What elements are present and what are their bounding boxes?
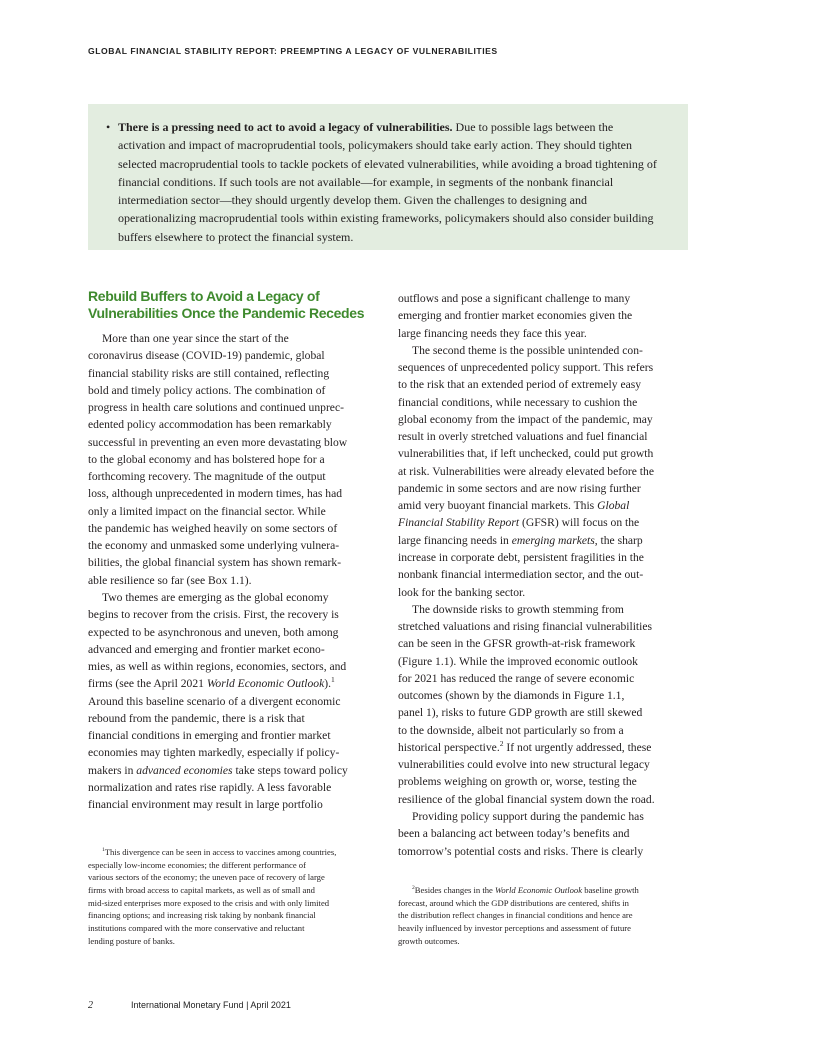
text-segment: (GFSR) will focus on the [519, 516, 640, 530]
text-line: problems weighing on growth or, worse, testing the [398, 775, 637, 789]
text-segment: If not urgently addressed, these [503, 740, 652, 754]
page-footer [88, 1000, 291, 1011]
text-line: large financing needs they face this year. [398, 326, 587, 340]
text-line: panel 1), risks to future GDP growth are still skewed [398, 706, 643, 720]
footnote-line: lending posture of banks. [88, 935, 175, 946]
footnote-1 [88, 846, 378, 948]
text-line: progress in health care solutions and continued unprec- [88, 401, 344, 415]
text-line: nonbank financial intermediation sector, and the out- [398, 568, 644, 582]
section-heading-line: Vulnerabilities Once the Pandemic Recedes [88, 304, 365, 321]
page-number: 2 [88, 1000, 93, 1011]
footnote-number: 1 [102, 847, 105, 854]
footnote-line: various sectors of the economy; the uneven pace of recovery of large [88, 872, 325, 883]
text-segment: Besides changes in the [414, 885, 495, 895]
text-line: the economy and unmasked some underlying vulnera- [88, 539, 340, 553]
text-line: pandemic in some sectors and are now rising further [398, 481, 641, 495]
text-line [88, 675, 378, 692]
section-heading [88, 288, 378, 321]
weo-title: World Economic Outlook [206, 677, 325, 691]
footnote-line [398, 884, 688, 897]
text-segment: ). [324, 677, 332, 691]
footnote-line: the distribution reflect changes in financial conditions and hence are [398, 910, 633, 921]
text-segment: baseline growth [582, 885, 639, 895]
text-line: The second theme is the possible unintended con- [412, 343, 643, 357]
callout-body: Due to possible lags between the activation and impact of macroprudential tools, policymakers should take early action. They should tighten selected macroprudential tools to tackle pockets of elevated vulnerabilities, while avoiding a broad tightening of financial conditions. If such tools are not available—for example, in segments of the nonbank financial intermediation sector—they should urgently develop them. Given the challenges to designing and operationalizing macroprudential tools within existing frameworks, policymakers should also consider building buffers elsewhere to protect the financial system. [118, 120, 657, 244]
text-line: been a balancing act between today’s benefits and [398, 827, 630, 841]
footnote-line: forecast, around which the GDP distributions are centered, shifts in [398, 897, 629, 908]
text-line: rebound from the pandemic, there is a risk that [88, 711, 305, 725]
footnote-line [88, 846, 378, 859]
running-head: GLOBAL FINANCIAL STABILITY REPORT: PREEMPTING A LEGACY OF VULNERABILITIES [88, 46, 498, 56]
text-line: emerging and frontier market economies given the [398, 309, 633, 323]
text-line: increase in corporate debt, persistent fragilities in the [398, 550, 644, 564]
publisher-line: International Monetary Fund | April 2021 [131, 1000, 291, 1010]
text-line: Providing policy support during the pandemic has [412, 809, 644, 823]
callout-box [88, 104, 688, 250]
footnote-mark-1: 1 [331, 675, 335, 685]
text-line: able resilience so far (see Box 1.1). [88, 573, 252, 587]
text-line: mies, as well as within regions, economies, sectors, and [88, 660, 347, 674]
text-line [398, 739, 688, 756]
text-line: advanced and emerging and frontier market econo- [88, 642, 325, 656]
text-line: outcomes (shown by the diamonds in Figure 1.1, [398, 689, 625, 703]
footnote-line: mid-sized enterprises more exposed to the crisis and with only limited [88, 897, 330, 908]
text-line [398, 532, 688, 549]
text-line: forthcoming recovery. The magnitude of the output [88, 470, 326, 484]
text-line: bilities, the global financial system has shown remark- [88, 556, 342, 570]
text-line: Around this baseline scenario of a divergent economic [88, 694, 341, 708]
footnote-line: institutions compared with the more conservative and reluctant [88, 923, 305, 934]
footnote-2 [398, 884, 688, 947]
gfsr-title: Financial Stability Report [398, 516, 520, 530]
footnote-line: firms with broad access to capital markets, as well as of small and [88, 885, 315, 896]
footnote-line: especially low-income economies; the different performance of [88, 859, 306, 870]
text-line: More than one year since the start of the [102, 332, 289, 345]
text-line [398, 514, 688, 531]
text-segment: large financing needs in [398, 533, 512, 547]
text-line: only a limited impact on the financial sector. While [88, 504, 326, 518]
text-line: economies may tighten markedly, especially if policy- [88, 746, 340, 760]
text-line: coronavirus disease (COVID-19) pandemic, global [88, 349, 325, 363]
section-heading-line: Rebuild Buffers to Avoid a Legacy of [88, 288, 320, 304]
weo-title: World Economic Outlook [495, 885, 583, 895]
callout-lead: There is a pressing need to act to avoid a legacy of vulnerabilities. [118, 120, 453, 134]
text-line: result in overly stretched valuations and fuel financial [398, 430, 648, 444]
callout-text [118, 118, 663, 246]
bullet-icon: • [106, 120, 111, 134]
footnote-line: financing options; and increasing risk taking by nonbank financial [88, 910, 316, 921]
right-column [398, 290, 688, 860]
text-segment: amid very buoyant financial markets. This [398, 499, 598, 513]
text-line: resilience of the global financial system down the road. [398, 792, 655, 806]
text-line: outflows and pose a significant challenge to many [398, 292, 631, 305]
text-line: the pandemic has weighed heavily on some sectors of [88, 521, 338, 535]
text-line: normalization and rates rise rapidly. A less favorable [88, 780, 332, 794]
text-line: financial stability risks are still contained, reflecting [88, 366, 330, 380]
text-line: to the global economy and has bolstered hope for a [88, 452, 325, 466]
text-line: successful in preventing an even more devastating blow [88, 435, 348, 449]
text-line: tomorrow’s potential costs and risks. There is clearly [398, 844, 644, 858]
glossary-term: advanced economies [136, 763, 233, 777]
text-line: at risk. Vulnerabilities were already elevated before the [398, 464, 654, 478]
text-line [88, 762, 378, 779]
text-line: look for the banking sector. [398, 585, 526, 599]
text-line: global economy from the impact of the pandemic, may [398, 412, 653, 426]
text-line: can be seen in the GFSR growth-at-risk framework [398, 637, 636, 651]
glossary-term: emerging markets [511, 533, 595, 547]
text-line: vulnerabilities could evolve into new structural legacy [398, 758, 650, 772]
text-segment: firms (see the April 2021 [88, 677, 207, 691]
footnote-number: 2 [412, 885, 415, 892]
text-segment: historical perspective. [398, 740, 500, 754]
left-column [88, 330, 378, 813]
text-line: to the risk that an extended period of extremely easy [398, 378, 642, 392]
text-line [398, 497, 688, 514]
text-line: bold and timely policy actions. The combination of [88, 383, 326, 397]
text-segment: , the sharp [594, 533, 643, 547]
text-line: financial environment may result in large portfolio [88, 798, 323, 812]
text-line: vulnerabilities that, if left unchecked, could put growth [398, 447, 654, 461]
text-line: expected to be asynchronous and uneven, both among [88, 625, 339, 639]
text-line: stretched valuations and rising financial vulnerabilities [398, 620, 653, 634]
text-line: The downside risks to growth stemming from [412, 602, 624, 616]
text-line: begins to recover from the crisis. First, the recovery is [88, 608, 339, 622]
footnote-line: growth outcomes. [398, 935, 460, 946]
text-line: financial conditions, while necessary to cushion the [398, 395, 638, 409]
text-segment: take steps toward policy [232, 763, 348, 777]
text-line: financial conditions in emerging and frontier market [88, 729, 331, 743]
gfsr-title: Global [597, 499, 630, 513]
text-segment: This divergence can be seen in access to vaccines among countries, [104, 847, 337, 857]
text-line: loss, although unprecedented in modern times, has had [88, 487, 343, 501]
text-line: Two themes are emerging as the global economy [102, 590, 329, 604]
footnote-line: heavily influenced by investor perceptions and assessment of future [398, 923, 631, 934]
text-line: for 2021 has reduced the range of severe economic [398, 671, 635, 685]
footnote-mark-2: 2 [499, 739, 504, 749]
text-line: sequences of unprecedented policy support. This refers [398, 361, 654, 375]
text-segment: makers in [88, 763, 137, 777]
text-line: (Figure 1.1). While the improved economic outlook [398, 654, 638, 668]
text-line: to the downside, albeit not particularly so from a [398, 723, 624, 737]
text-line: edented policy accommodation has been remarkably [88, 418, 332, 432]
